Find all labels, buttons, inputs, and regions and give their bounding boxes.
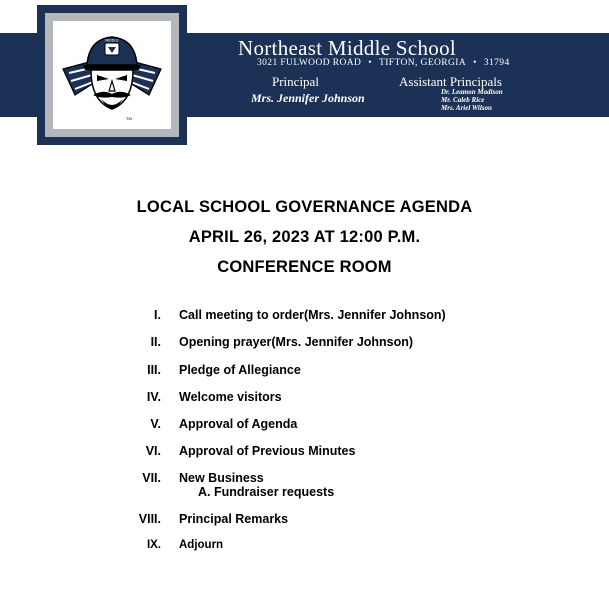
agenda-item-number: I. [154,308,161,322]
school-name: Northeast Middle School [238,36,457,60]
address-city: TIFTON, GEORGIA [379,58,467,68]
agenda-item-number: II. [150,335,161,349]
assistant-principals-label: Assistant Principals [399,74,502,89]
agenda-item-text: Approval of Previous Minutes [179,444,356,458]
agenda-title: LOCAL SCHOOL GOVERNANCE AGENDA [136,198,473,216]
agenda-item-number: III. [147,363,161,377]
assistant-principal-2: Mr. Caleb Rice [441,96,485,104]
agenda-item-text: Pledge of Allegiance [179,363,301,377]
agenda-item-number: VI. [145,444,161,458]
svg-text:MIDDLE: MIDDLE [105,38,119,43]
agenda-item-text: Principal Remarks [179,512,289,526]
agenda-subitem-text: A. Fundraiser requests [198,485,335,499]
school-logo [37,5,187,145]
principal-label: Principal [272,74,319,89]
school-address [257,58,510,68]
assistant-principal-1: Dr. Leamon Madison [441,88,503,96]
agenda-item-text: Opening prayer(Mrs. Jennifer Johnson) [179,335,414,349]
meeting-location: CONFERENCE ROOM [217,258,392,276]
address-separator: • [368,58,372,68]
agenda-item-text: Approval of Agenda [179,417,298,431]
trademark-mark: TM [126,116,132,121]
agenda-item-text: Welcome visitors [179,390,282,404]
meeting-date: APRIL 26, 2023 AT 12:00 P.M. [188,228,421,246]
agenda-item-text: Adjourn [179,539,224,551]
address-street: 3021 FULWOOD ROAD [257,58,362,68]
agenda-item-number: IV. [146,390,161,404]
agenda-item-text: Call meeting to order(Mrs. Jennifer Johnson) [179,308,446,322]
principal-name: Mrs. Jennifer Johnson [251,91,365,105]
agenda-item-number: IX. [146,539,161,551]
assistant-principal-3: Mrs. Ariel Wilson [441,104,492,112]
address-zip: 31794 [483,58,510,68]
agenda-item-number: V. [150,417,161,431]
mascot-logo-icon [53,21,171,129]
agenda-item-number: VII. [142,471,161,485]
agenda-item-number: VIII. [138,512,161,526]
address-separator-2: • [473,58,477,68]
agenda-item-text: New Business [179,471,264,485]
